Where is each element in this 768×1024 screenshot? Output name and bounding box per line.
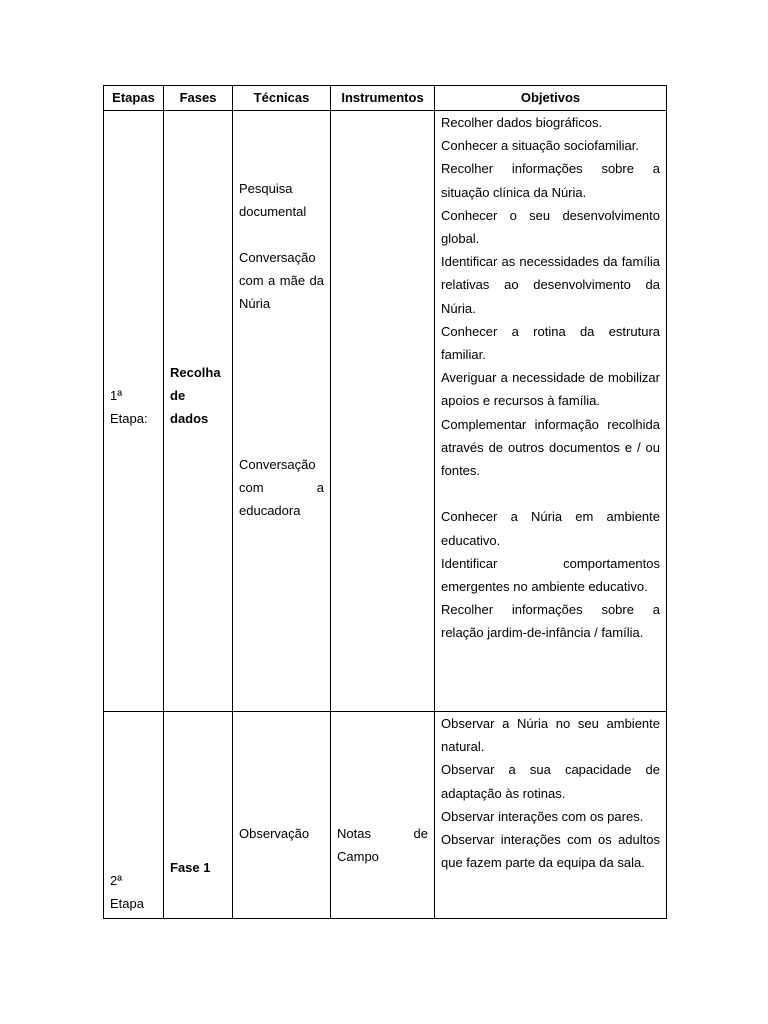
header-fases: Fases xyxy=(164,86,233,111)
etapa-cell xyxy=(104,111,164,712)
paragraph-gap xyxy=(441,482,660,505)
fase-line: de xyxy=(170,388,186,404)
objetivo-item: Observar a Núria no seu ambiente natural. xyxy=(441,716,660,755)
objetivo-item: Observar a sua capacidade de adaptação às rotinas. xyxy=(441,762,660,801)
objetivo-item: Conhecer a rotina da estrutura familiar. xyxy=(441,323,660,363)
etapa-number: 2ª xyxy=(110,873,123,888)
etapa-word: Etapa xyxy=(110,896,144,912)
objetivo-item: Averiguar a necessidade de mobilizar apoios e recursos à família. xyxy=(441,370,660,409)
tecnicas-cell xyxy=(233,111,331,712)
etapa-word: Etapa: xyxy=(110,411,148,427)
instrumentos-cell xyxy=(331,111,435,712)
objetivo-item: Recolher informações sobre a situação clínica da Núria. xyxy=(441,161,660,200)
objetivo-item: Recolher informações sobre a relação jardim-de-infância / família. xyxy=(441,602,660,641)
objetivo-item: Complementar informação recolhida através de outros documentos e / ou fontes. xyxy=(441,416,660,479)
fase-cell xyxy=(164,712,233,919)
objetivos-cell xyxy=(435,712,667,919)
planning-table xyxy=(103,85,667,919)
header-etapas: Etapas xyxy=(104,86,164,111)
tecnica-conversa-mae: Conversação com a mãe da Núria xyxy=(239,250,324,312)
objetivo-item: Identificar as necessidades da família relativas ao desenvolvimento da Núria. xyxy=(441,254,660,316)
instrumento-notas: Notas de Campo xyxy=(337,826,428,865)
objetivo-item: Conhecer a situação sociofamiliar. xyxy=(441,138,639,154)
objetivo-item: Recolher dados biográficos. xyxy=(441,115,603,130)
objetivos-cell xyxy=(435,111,667,712)
fase-label: Fase 1 xyxy=(170,860,211,875)
fase-line: dados xyxy=(170,411,209,427)
header-row xyxy=(104,86,667,111)
instrumentos-cell xyxy=(331,712,435,919)
etapa-cell xyxy=(104,712,164,919)
fase-line: Recolha xyxy=(170,365,221,380)
objetivos-group-b xyxy=(441,505,660,644)
tecnica-pesquisa: Pesquisa documental xyxy=(239,181,307,220)
header-instrumentos: Instrumentos xyxy=(331,86,435,111)
table-row-etapa-1 xyxy=(104,111,667,712)
tecnica-observacao: Observação xyxy=(239,826,310,841)
fase-cell xyxy=(164,111,233,712)
objetivos-group-a xyxy=(441,111,660,482)
table-row-etapa-2 xyxy=(104,712,667,919)
objetivo-item: Observar interações com os adultos que fazem parte da equipa da sala. xyxy=(441,832,660,871)
tecnicas-cell xyxy=(233,712,331,919)
objetivo-item: Observar interações com os pares. xyxy=(441,808,644,824)
objetivo-item: Conhecer o seu desenvolvimento global. xyxy=(441,207,660,247)
header-tecnicas: Técnicas xyxy=(233,86,331,111)
objetivo-item: Conhecer a Núria em ambiente educativo. xyxy=(441,509,660,548)
header-objetivos: Objetivos xyxy=(435,86,667,111)
etapa-number: 1ª xyxy=(110,388,123,403)
tecnica-conversa-educadora: Conversação com a educadora xyxy=(239,457,324,519)
objetivo-item: Identificar comportamentos emergentes no ambiente educativo. xyxy=(441,555,660,595)
